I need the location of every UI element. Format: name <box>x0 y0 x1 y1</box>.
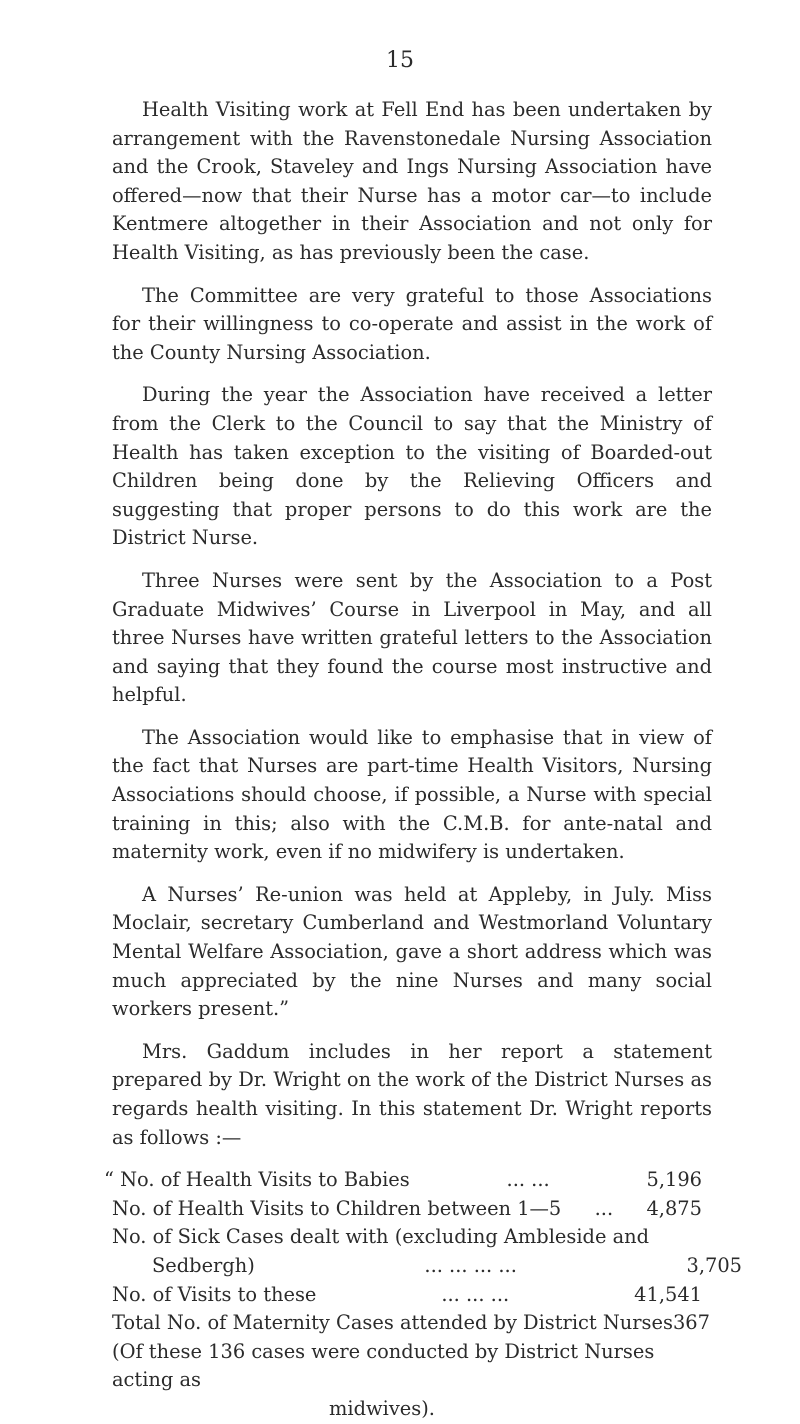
stat-label: No. of Health Visits to Babies <box>120 1168 410 1192</box>
stat-label: Total No. of Maternity Cases attended by District Nurses <box>112 1311 673 1335</box>
stat-row-sedbergh <box>112 1252 742 1281</box>
stat-note: (Of these 136 cases were conducted by District Nurses acting as <box>112 1339 655 1392</box>
stat-dots: ... <box>594 1196 614 1220</box>
stat-value: 4,875 <box>646 1196 702 1220</box>
paragraph-ministry-letter: During the year the Association have received a letter from the Clerk to the Council to say that the Ministry of Health has taken exception to the visiting of Boarded-out Children being done by the Relieving Officers and suggesting that proper persons to do this work are the District Nurse. <box>112 383 712 550</box>
stat-row-visits <box>112 1281 702 1310</box>
paragraph-health-visiting: Health Visiting work at Fell End has been undertaken by arrangement with the Ravenstonedale Nursing Association and the Crook, Staveley and Ings Nursing Association have offered—now that their Nurse has a motor car—to include Kentmere altogether in their Association and not only for Health Visiting, as has previously been the case. <box>112 98 712 264</box>
paragraph-statement: Mrs. Gaddum includes in her report a statement prepared by Dr. Wright on the work of the District Nurses as regards health visiting. In this statement Dr. Wright reports as follows :— <box>112 1039 712 1149</box>
stat-label: Sedbergh) <box>152 1253 255 1277</box>
stat-value: 41,541 <box>634 1282 702 1306</box>
stat-dots: ... ... ... <box>441 1282 510 1306</box>
paragraph-emphasise: The Association would like to emphasise that in view of the fact that Nurses are part-time Health Visitors, Nursing Associations should choose, if possible, a Nurse with special training in this; also with the C.M.B. for ante-natal and maternity work, even if no midwifery is undertaken. <box>112 725 712 864</box>
stat-value: 367 <box>672 1311 710 1335</box>
stat-note-continued: midwives). <box>329 1396 435 1420</box>
stat-label: No. of Visits to these <box>112 1282 317 1306</box>
paragraph-re-union: A Nurses’ Re-union was held at Appleby, in July. Miss Moclair, secretary Cumberland and Westmorland Voluntary Mental Welfare Association, gave a short address which was much appreciated by the nine Nurses and many social workers present.” <box>112 882 712 1021</box>
stat-label: No. of Sick Cases dealt with (excluding Ambleside and <box>112 1225 650 1249</box>
stat-row-babies <box>104 1166 702 1195</box>
stat-dots: ... ... ... ... <box>424 1253 517 1277</box>
report-body <box>104 96 742 1424</box>
stat-value: 3,705 <box>686 1253 742 1277</box>
page-number: 15 <box>386 48 414 73</box>
paragraph-committee-grateful: The Committee are very grateful to those Associations for their willingness to co-operate and assist in the work of the County Nursing Association. <box>112 283 712 364</box>
stat-value: 5,196 <box>646 1168 702 1192</box>
paragraph-post-graduate-course: Three Nurses were sent by the Association to a Post Graduate Midwives’ Course in Liverpool in May, and all three Nurses have written grateful letters to the Association and saying that they found the course most instructive and helpful. <box>112 568 712 707</box>
stat-dots: ... ... <box>506 1168 550 1192</box>
stat-row-maternity <box>112 1309 710 1338</box>
stat-row-children <box>112 1195 702 1224</box>
statistics-list <box>104 1166 742 1423</box>
stat-label: No. of Health Visits to Children between 1—5 <box>112 1196 562 1220</box>
quote-mark: “ <box>104 1168 114 1192</box>
stat-row-sick-cases <box>112 1223 702 1252</box>
